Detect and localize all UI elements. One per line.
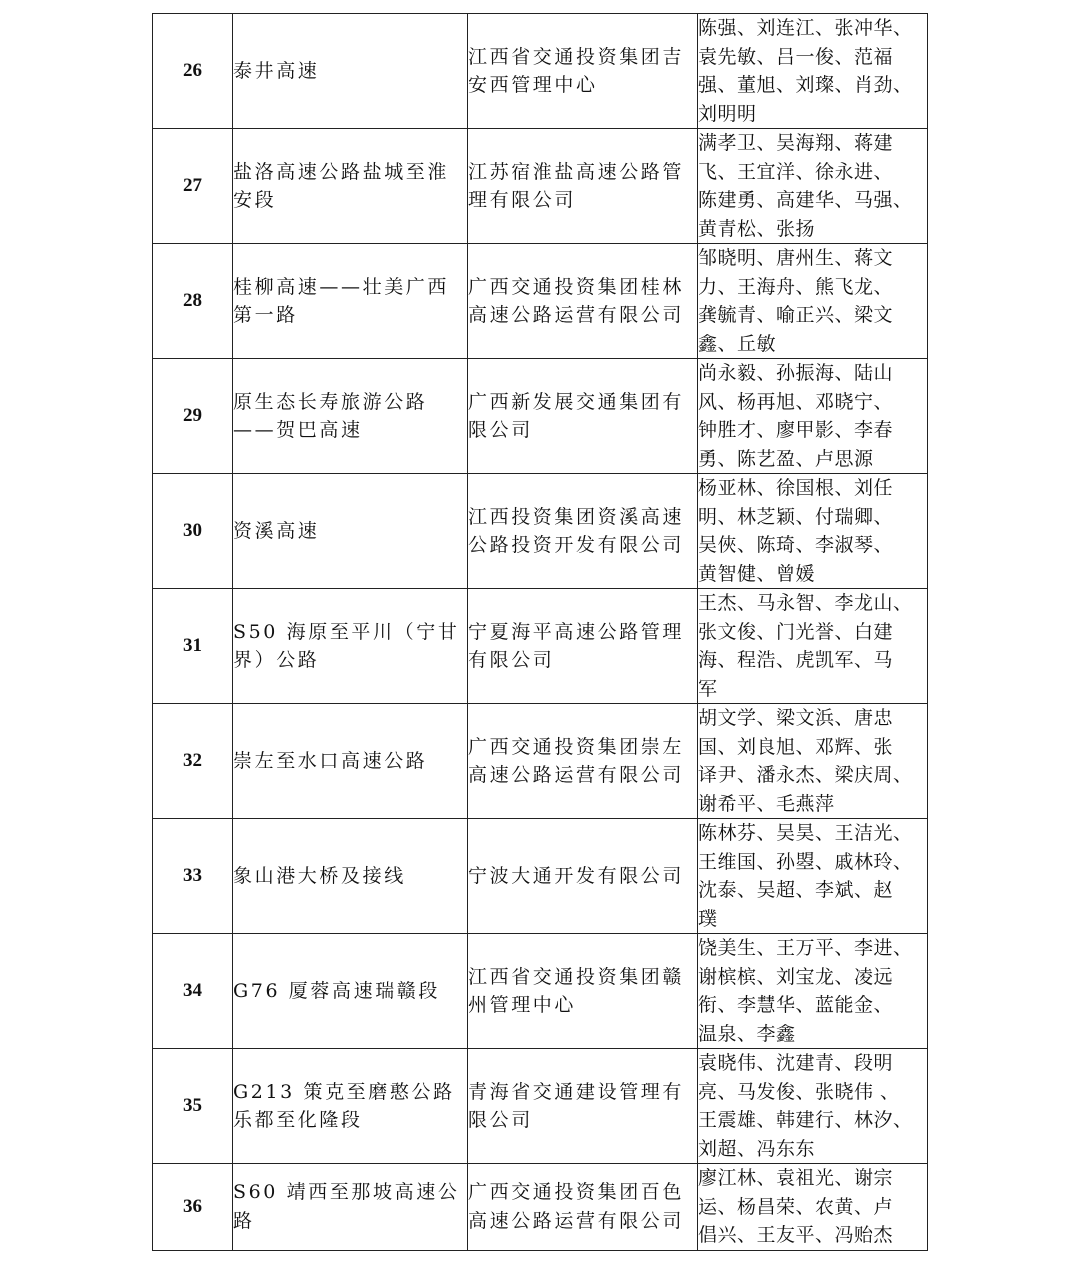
table-row (153, 474, 928, 589)
table-row (153, 244, 928, 359)
people-list (698, 474, 928, 589)
people-line: 杨亚林、徐国根、刘任 (698, 477, 894, 499)
unit-name: 宁波大通开发有限公司 (468, 819, 698, 934)
people-line: 译尹、潘永杰、梁庆周、 (698, 764, 913, 786)
unit-name: 广西交通投资集团百色高速公路运营有限公司 (468, 1164, 698, 1251)
people-line: 风、杨再旭、邓晓宁、 (698, 390, 894, 413)
people-list (698, 244, 928, 359)
table-row (153, 1164, 928, 1251)
row-number: 27 (153, 129, 233, 244)
people-line: 陈建勇、高建华、马强、 (698, 189, 913, 211)
people-line: 刘明明 (698, 102, 757, 125)
people-line: 亮、马发俊、张晓伟 、 (698, 1080, 900, 1103)
row-number: 35 (153, 1049, 233, 1164)
people-line: 王杰、马永智、李龙山、 (698, 592, 913, 614)
people-line: 陈林芬、吴昊、王洁光、 (698, 822, 913, 844)
project-name: 崇左至水口高速公路 (233, 704, 468, 819)
people-list (698, 589, 928, 704)
table-row (153, 359, 928, 474)
people-line: 沈泰、吴超、李斌、赵 (698, 879, 894, 901)
people-line: 尚永毅、孙振海、陆山 (698, 362, 894, 384)
unit-name: 江苏宿淮盐高速公路管理有限公司 (468, 129, 698, 244)
row-number: 33 (153, 819, 233, 934)
people-list (698, 129, 928, 244)
project-name: G213 策克至磨憨公路乐都至化隆段 (233, 1049, 468, 1164)
award-table (152, 13, 928, 1251)
people-line: 黄青松、张扬 (698, 217, 816, 240)
people-line: 黄智健、曾媛 (698, 562, 816, 585)
project-name: 桂柳高速——壮美广西第一路 (233, 244, 468, 359)
people-line: 国、刘良旭、邓辉、张 (698, 735, 894, 758)
people-line: 邹晓明、唐州生、蒋文 (698, 247, 894, 269)
project-name: G76 厦蓉高速瑞赣段 (233, 934, 468, 1049)
people-line: 鑫、丘敏 (698, 332, 777, 355)
project-name: 泰井高速 (233, 14, 468, 129)
people-line: 王维国、孙曌、戚林玲、 (698, 850, 913, 873)
people-line: 袁晓伟、沈建青、段明 (698, 1052, 894, 1074)
people-list (698, 1049, 928, 1164)
people-line: 力、王海舟、熊飞龙、 (698, 275, 894, 298)
unit-name: 江西省交通投资集团赣州管理中心 (468, 934, 698, 1049)
people-line: 军 (698, 677, 718, 700)
project-name: S60 靖西至那坡高速公路 (233, 1164, 468, 1251)
project-name: 资溪高速 (233, 474, 468, 589)
people-line: 满孝卫、吴海翔、蒋建 (698, 132, 894, 154)
table-row (153, 1049, 928, 1164)
people-line: 谢希平、毛燕萍 (698, 792, 835, 815)
people-line: 谢槟槟、刘宝龙、凌远 (698, 965, 894, 988)
people-line: 衔、李慧华、蓝能金、 (698, 994, 894, 1016)
row-number: 32 (153, 704, 233, 819)
row-number: 36 (153, 1164, 233, 1251)
people-list (698, 359, 928, 474)
unit-name: 青海省交通建设管理有限公司 (468, 1049, 698, 1164)
row-number: 34 (153, 934, 233, 1049)
unit-name: 广西交通投资集团桂林高速公路运营有限公司 (468, 244, 698, 359)
table-row (153, 129, 928, 244)
unit-name: 江西投资集团资溪高速公路投资开发有限公司 (468, 474, 698, 589)
people-line: 倡兴、王友平、冯贻杰 (698, 1224, 894, 1246)
people-line: 飞、王宜洋、徐永进、 (698, 160, 894, 183)
people-list (698, 704, 928, 819)
people-line: 明、林芝颖、付瑞卿、 (698, 505, 894, 528)
row-number: 26 (153, 14, 233, 129)
people-line: 吴俠、陈琦、李淑琴、 (698, 534, 894, 556)
people-line: 廖江林、袁祖光、谢宗 (698, 1167, 894, 1189)
people-line: 张文俊、门光誉、白建 (698, 620, 894, 643)
unit-name: 宁夏海平高速公路管理有限公司 (468, 589, 698, 704)
people-list (698, 819, 928, 934)
people-line: 袁先敏、吕一俊、范福 (698, 45, 894, 68)
unit-name: 江西省交通投资集团吉安西管理中心 (468, 14, 698, 129)
people-line: 饶美生、王万平、李进、 (698, 937, 913, 959)
row-number: 30 (153, 474, 233, 589)
people-list (698, 1164, 928, 1251)
people-line: 温泉、李鑫 (698, 1022, 796, 1045)
table-row (153, 704, 928, 819)
row-number: 28 (153, 244, 233, 359)
people-line: 运、杨昌荣、农黄、卢 (698, 1195, 894, 1218)
table-row (153, 819, 928, 934)
people-line: 陈强、刘连江、张冲华、 (698, 17, 913, 39)
row-number: 29 (153, 359, 233, 474)
people-list (698, 934, 928, 1049)
people-list (698, 14, 928, 129)
project-name: 原生态长寿旅游公路——贺巴高速 (233, 359, 468, 474)
table-row (153, 14, 928, 129)
people-line: 龚毓青、喻正兴、梁文 (698, 304, 894, 326)
table-row (153, 934, 928, 1049)
people-line: 璞 (698, 907, 718, 930)
people-line: 胡文学、梁文浜、唐忠 (698, 707, 894, 729)
table-row (153, 589, 928, 704)
people-line: 勇、陈艺盈、卢思源 (698, 447, 874, 470)
row-number: 31 (153, 589, 233, 704)
people-line: 海、程浩、虎凯军、马 (698, 649, 894, 671)
people-line: 强、董旭、刘璨、肖劲、 (698, 74, 913, 96)
unit-name: 广西交通投资集团崇左高速公路运营有限公司 (468, 704, 698, 819)
people-line: 王震雄、韩建行、林汐、 (698, 1109, 913, 1131)
people-line: 钟胜才、廖甲影、李春 (698, 419, 894, 441)
project-name: S50 海原至平川（宁甘界）公路 (233, 589, 468, 704)
people-line: 刘超、冯东东 (698, 1137, 816, 1160)
project-name: 盐洛高速公路盐城至淮安段 (233, 129, 468, 244)
unit-name: 广西新发展交通集团有限公司 (468, 359, 698, 474)
project-name: 象山港大桥及接线 (233, 819, 468, 934)
